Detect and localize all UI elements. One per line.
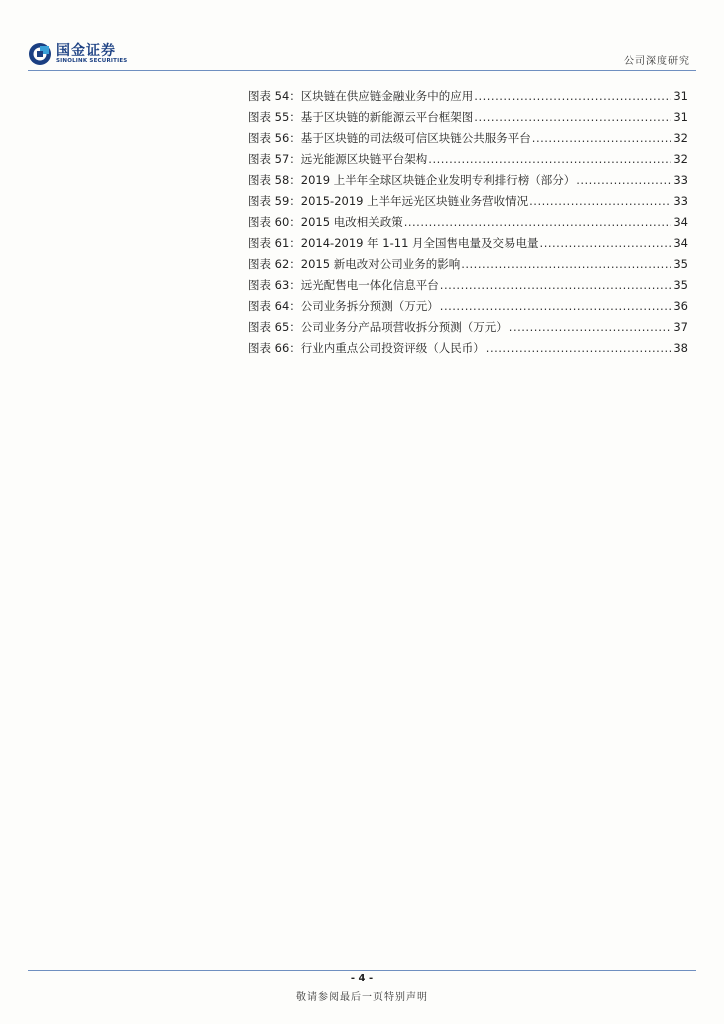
- toc-entry-page: 31: [673, 110, 688, 124]
- toc-leader-dots: [576, 173, 671, 187]
- toc-entry[interactable]: [248, 109, 688, 130]
- toc-entry[interactable]: [248, 130, 688, 151]
- toc-entry-label: 图表 60：2015 电改相关政策: [248, 215, 403, 229]
- toc-entry-label: 图表 58：2019 上半年全球区块链企业发明专利排行榜（部分）: [248, 173, 576, 187]
- toc-leader-dots: [540, 236, 672, 250]
- footer-divider: [28, 970, 696, 971]
- toc-leader-dots: [509, 320, 672, 334]
- toc-entry[interactable]: [248, 88, 688, 109]
- toc-entry-page: 32: [673, 152, 688, 166]
- toc-entry-page: 31: [673, 89, 688, 103]
- toc-entry-page: 37: [673, 320, 688, 334]
- toc-entry-page: 35: [673, 278, 688, 292]
- toc-entry-label: 图表 57：远光能源区块链平台架构: [248, 152, 428, 166]
- toc-entry-label: 图表 66：行业内重点公司投资评级（人民币）: [248, 341, 485, 355]
- toc-entry-label: 图表 54：区块链在供应链金融业务中的应用: [248, 89, 474, 103]
- toc-entry[interactable]: [248, 235, 688, 256]
- toc-entry[interactable]: [248, 193, 688, 214]
- logo-english-name: SINOLINK SECURITIES: [56, 58, 128, 64]
- toc-entry-label: 图表 59：2015-2019 上半年远光区块链业务营收情况: [248, 194, 529, 208]
- toc-entry-page: 32: [673, 131, 688, 145]
- toc-entry[interactable]: [248, 277, 688, 298]
- toc-entry[interactable]: [248, 172, 688, 193]
- toc-entry-label: 图表 64：公司业务拆分预测（万元）: [248, 299, 439, 313]
- toc-entry-label: 图表 62：2015 新电改对公司业务的影响: [248, 257, 461, 271]
- toc-entry-page: 34: [673, 236, 688, 250]
- toc-entry[interactable]: [248, 319, 688, 340]
- toc-entry-page: 34: [673, 215, 688, 229]
- report-type-label: 公司深度研究: [624, 56, 690, 67]
- disclaimer-note: 敬请参阅最后一页特别声明: [296, 992, 428, 1003]
- toc-leader-dots: [529, 194, 671, 208]
- sinolink-logo-icon: [28, 42, 52, 66]
- toc-leader-dots: [404, 215, 672, 229]
- logo-chinese-name: 国金证券: [56, 43, 116, 59]
- toc-leader-dots: [532, 131, 672, 145]
- toc-entry[interactable]: [248, 340, 688, 361]
- header-divider: [28, 70, 696, 71]
- toc-leader-dots: [474, 89, 671, 103]
- toc-leader-dots: [428, 152, 671, 166]
- toc-entry-label: 图表 63：远光配售电一体化信息平台: [248, 278, 439, 292]
- toc-entry-page: 35: [673, 257, 688, 271]
- toc-leader-dots: [474, 110, 671, 124]
- toc-leader-dots: [461, 257, 671, 271]
- toc-entry[interactable]: [248, 151, 688, 172]
- toc-entry-label: 图表 65：公司业务分产品项营收拆分预测（万元）: [248, 320, 508, 334]
- toc-entry[interactable]: [248, 298, 688, 319]
- table-of-figures: [248, 88, 688, 361]
- toc-entry-page: 36: [673, 299, 688, 313]
- toc-leader-dots: [440, 299, 672, 313]
- toc-entry[interactable]: [248, 256, 688, 277]
- toc-entry-page: 38: [673, 341, 688, 355]
- toc-leader-dots: [440, 278, 672, 292]
- toc-entry-page: 33: [673, 194, 688, 208]
- page-number: - 4 -: [350, 973, 374, 984]
- toc-entry-page: 33: [673, 173, 688, 187]
- toc-entry-label: 图表 56：基于区块链的司法级可信区块链公共服务平台: [248, 131, 531, 145]
- toc-entry-label: 图表 61：2014-2019 年 1-11 月全国售电量及交易电量: [248, 236, 539, 250]
- page-header: [28, 40, 696, 70]
- toc-entry[interactable]: [248, 214, 688, 235]
- toc-entry-label: 图表 55：基于区块链的新能源云平台框架图: [248, 110, 474, 124]
- toc-leader-dots: [486, 341, 672, 355]
